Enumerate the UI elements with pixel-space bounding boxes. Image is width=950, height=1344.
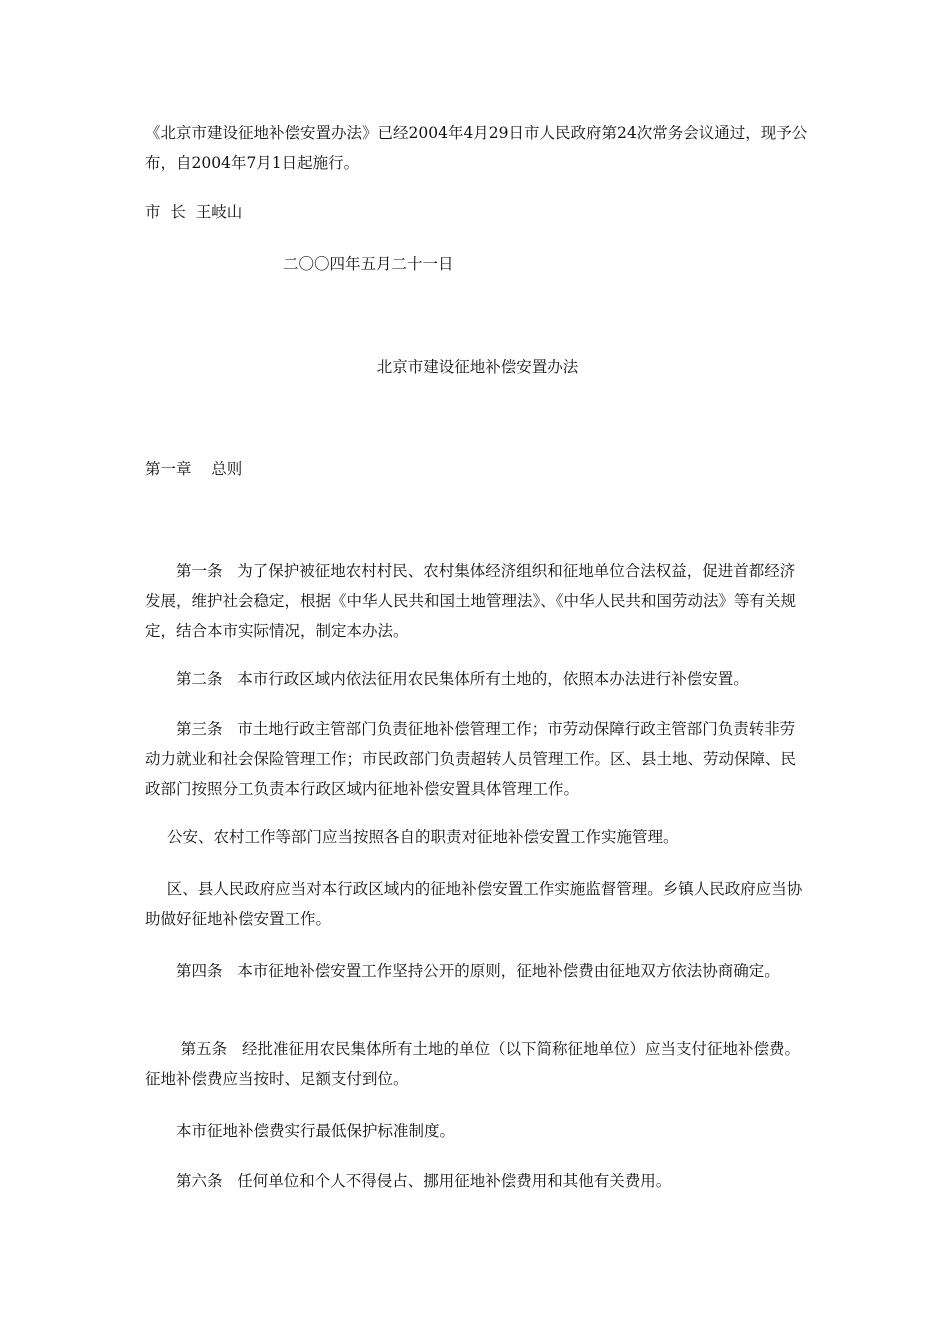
article-text: 市土地行政主管部门负责征地补偿管理工作；市劳动保障行政主管部门负责转非劳动力就业和社会保险管理工作；市民政部门负责超转人员管理工作。区、县土地、劳动保障、民政部门按照分工负责本行政区域内征地补偿安置具体管理工作。	[145, 720, 797, 798]
article-paragraph	[145, 556, 810, 646]
article-paragraph	[145, 664, 810, 694]
article-paragraph	[145, 1034, 810, 1094]
article-paragraph	[145, 714, 810, 804]
article-number: 第四条	[176, 962, 223, 980]
article-number: 第五条	[180, 1040, 228, 1058]
article-paragraph	[145, 956, 810, 986]
article-number: 第一条	[176, 562, 223, 580]
mayor-signature-line: 市 长 王岐山	[145, 203, 243, 221]
article-number: 第六条	[176, 1172, 223, 1190]
article-number: 第二条	[176, 670, 223, 688]
article-text: 本市行政区域内依法征用农民集体所有土地的，依照本办法进行补偿安置。	[237, 670, 749, 688]
article-paragraph	[145, 1166, 810, 1196]
paragraph: 区、县人民政府应当对本行政区域内的征地补偿安置工作实施监督管理。乡镇人民政府应当协助做好征地补偿安置工作。	[145, 880, 803, 928]
issue-date: 二〇〇四年五月二十一日	[283, 255, 454, 273]
article-text: 经批准征用农民集体所有土地的单位（以下简称征地单位）应当支付征地补偿费。征地补偿费应当按时、足额支付到位。	[145, 1040, 800, 1088]
paragraph: 本市征地补偿费实行最低保护标准制度。	[176, 1122, 456, 1140]
article-text: 任何单位和个人不得侵占、挪用征地补偿费用和其他有关费用。	[237, 1172, 672, 1190]
article-text: 为了保护被征地农村村民、农村集体经济组织和征地单位合法权益，促进首都经济发展，维护社会稳定，根据《中华人民共和国土地管理法》、《中华人民共和国劳动法》等有关规定，结合本市实际情况，制定本办法。	[145, 562, 797, 640]
article-number: 第三条	[176, 720, 223, 738]
paragraph: 公安、农村工作等部门应当按照各自的职责对征地补偿安置工作实施管理。	[167, 828, 679, 846]
chapter-heading: 第一章 总则	[145, 460, 243, 478]
article-text: 本市征地补偿安置工作坚持公开的原则，征地补偿费由征地双方依法协商确定。	[237, 962, 780, 980]
preamble-paragraph: 《北京市建设征地补偿安置办法》已经2004年4月29日市人民政府第24次常务会议通过，现予公布，自2004年7月1日起施行。	[145, 124, 808, 172]
document-title: 北京市建设征地补偿安置办法	[376, 358, 579, 376]
